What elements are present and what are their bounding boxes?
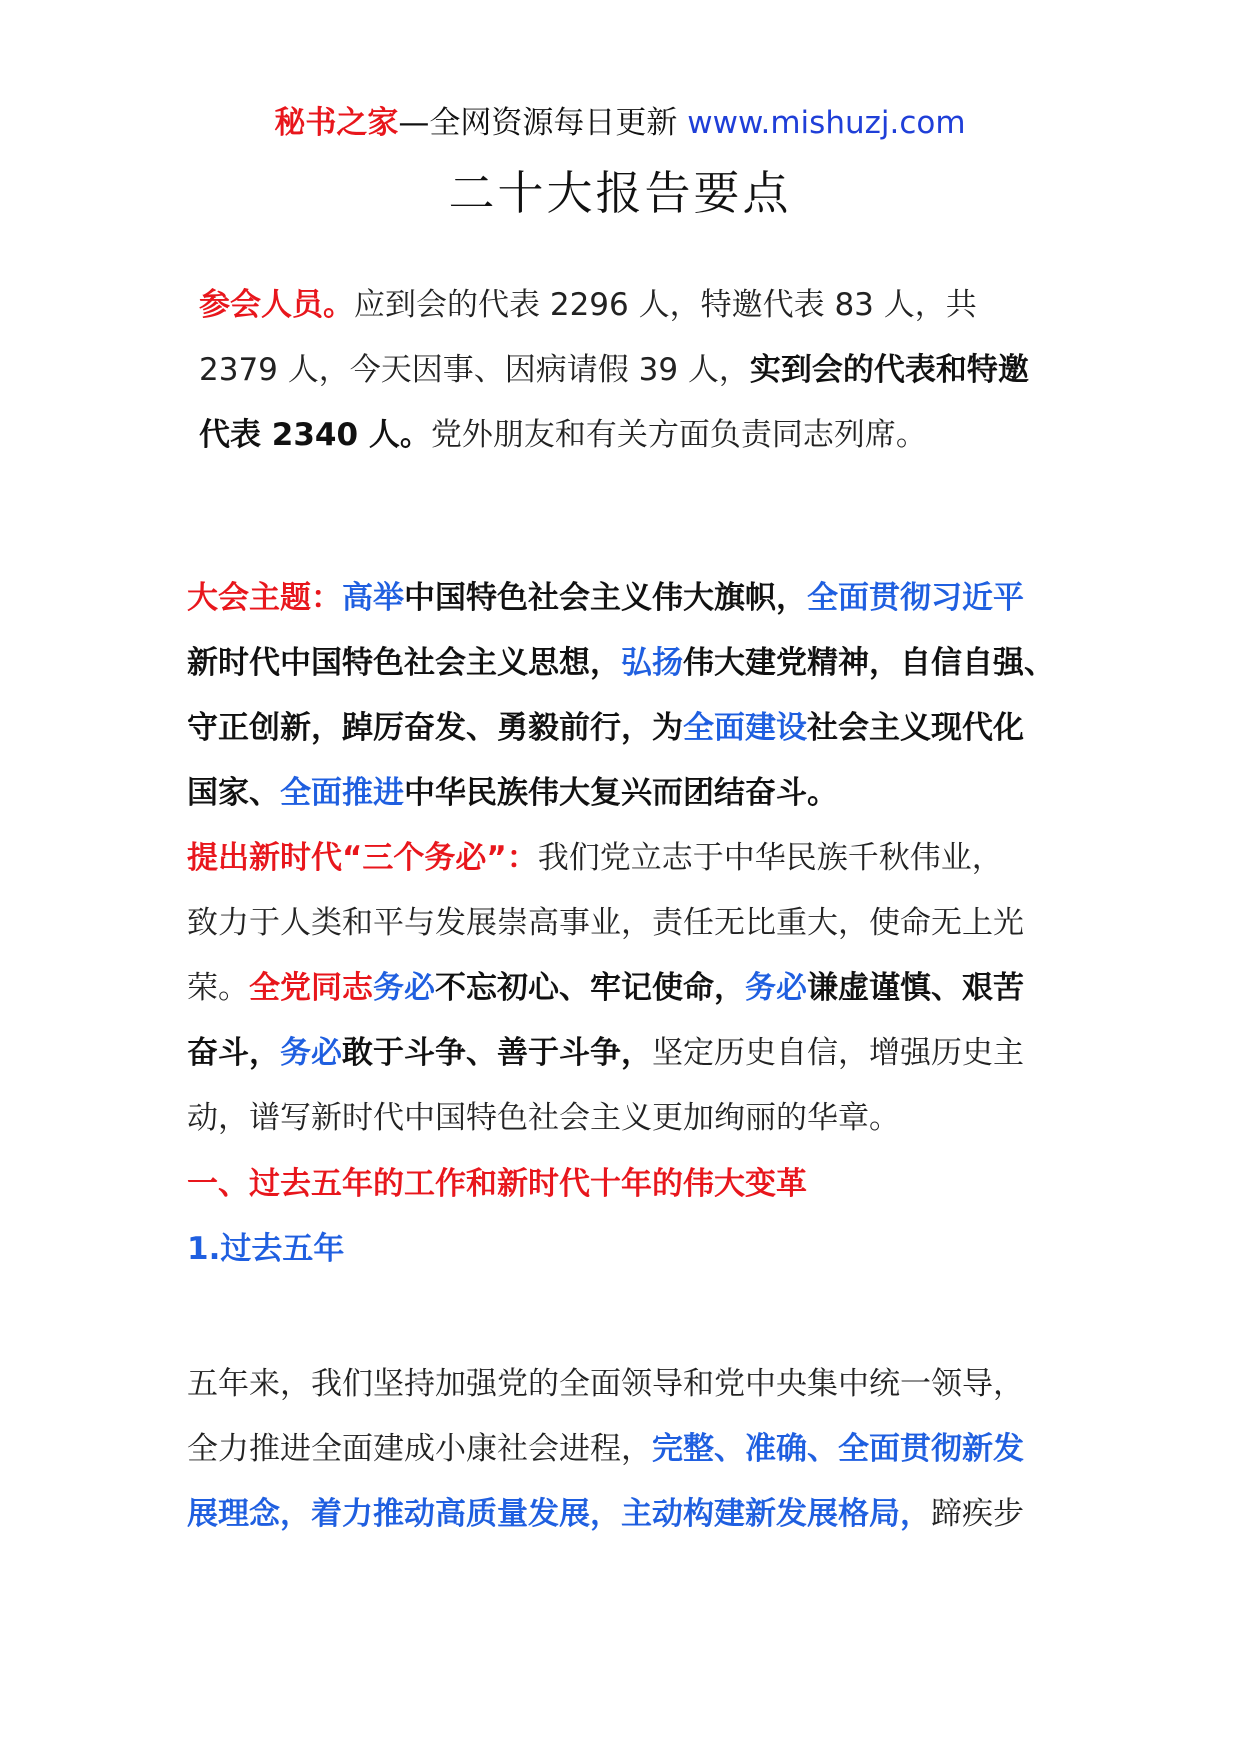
five-years-line-1: [187, 1352, 1024, 1417]
five-years-line-3: [187, 1482, 1024, 1547]
musts-text: 坚定历史自信，增强历史主: [652, 1035, 1024, 1071]
musts-label: 提出新时代“三个务必”：: [187, 840, 538, 876]
attendance-text: 应到会的代表 2296 人，特邀代表 83 人，共: [354, 287, 977, 323]
attendance-line-2: [199, 338, 1029, 403]
musts-keyword: 务必: [745, 970, 807, 1006]
five-years-line-2: [187, 1417, 1024, 1482]
theme-text: 新时代中国特色社会主义思想，: [187, 645, 621, 681]
site-header: [0, 100, 1240, 146]
attendance-emphasis: 代表 2340 人。: [199, 417, 431, 453]
section-heading: 一、过去五年的工作和新时代十年的伟大变革: [187, 1166, 807, 1202]
brand-name: 秘书之家: [274, 105, 399, 141]
musts-keyword: 务必: [373, 970, 435, 1006]
theme-text: 伟大建党精神，自信自强、: [683, 645, 1055, 681]
theme-line-3: [187, 696, 1055, 761]
musts-text: 荣。: [187, 970, 249, 1006]
musts-text: 致力于人类和平与发展崇高事业，责任无比重大，使命无上光: [187, 905, 1024, 941]
theme-label: 大会主题：: [187, 580, 342, 616]
attendance-line-1: [199, 273, 1029, 338]
attendance-emphasis: 实到会的代表和特邀: [749, 352, 1029, 388]
musts-line-3: [187, 956, 1024, 1021]
five-years-text: 蹄疾步: [931, 1496, 1024, 1532]
musts-bold-text: 谦虚谨慎、艰苦: [807, 970, 1024, 1006]
musts-text: 我们党立志于中华民族千秋伟业，: [537, 840, 1003, 876]
theme-line-1: [187, 566, 1055, 631]
theme-line-2: [187, 631, 1055, 696]
theme-text: 中国特色社会主义伟大旗帜，: [404, 580, 807, 616]
theme-keyword: 弘扬: [621, 645, 683, 681]
five-years-text: 全力推进全面建成小康社会进程，: [187, 1431, 652, 1467]
attendance-text: 党外朋友和有关方面负责同志列席。: [430, 417, 927, 453]
theme-keyword: 全面贯彻习近平: [807, 580, 1024, 616]
musts-line-2: [187, 891, 1024, 956]
musts-bold-text: 敢于斗争、善于斗争，: [342, 1035, 652, 1071]
site-url-link[interactable]: www.mishuzj.com: [687, 105, 966, 141]
attendance-text: 2379 人，今天因事、因病请假 39 人，: [199, 352, 750, 388]
five-years-text: 五年来，我们坚持加强党的全面领导和党中央集中统一领导，: [187, 1366, 1024, 1402]
musts-bold-text: 奋斗，: [187, 1035, 280, 1071]
document-title: 二十大报告要点: [448, 166, 792, 220]
musts-emphasis: 全党同志: [249, 970, 373, 1006]
attendance-label: 参会人员。: [199, 287, 354, 323]
theme-paragraph: [187, 566, 1055, 826]
five-years-paragraph: [187, 1352, 1024, 1547]
musts-line-1: [187, 826, 1024, 891]
theme-keyword: 全面推进: [280, 775, 404, 811]
musts-line-5: [187, 1086, 1024, 1151]
theme-keyword: 高举: [342, 580, 404, 616]
attendance-line-3: [199, 403, 1029, 468]
three-musts-paragraph: [187, 826, 1024, 1151]
theme-keyword: 全面建设: [683, 710, 807, 746]
theme-text: 国家、: [187, 775, 280, 811]
five-years-emphasis: 展理念，着力推动高质量发展，主动构建新发展格局，: [187, 1496, 931, 1532]
five-years-emphasis: 完整、准确、全面贯彻新发: [652, 1431, 1024, 1467]
section-subheading: 1.过去五年: [187, 1231, 345, 1267]
attendance-paragraph: [199, 273, 1029, 468]
theme-text: 中华民族伟大复兴而团结奋斗。: [404, 775, 838, 811]
musts-keyword: 务必: [280, 1035, 342, 1071]
musts-text: 动，谱写新时代中国特色社会主义更加绚丽的华章。: [187, 1100, 900, 1136]
site-tagline: —全网资源每日更新: [398, 105, 678, 141]
musts-line-4: [187, 1021, 1024, 1086]
theme-text: 社会主义现代化: [807, 710, 1024, 746]
theme-text: 守正创新，踔厉奋发、勇毅前行，为: [187, 710, 683, 746]
theme-line-4: [187, 761, 1055, 826]
musts-bold-text: 不忘初心、牢记使命，: [435, 970, 745, 1006]
